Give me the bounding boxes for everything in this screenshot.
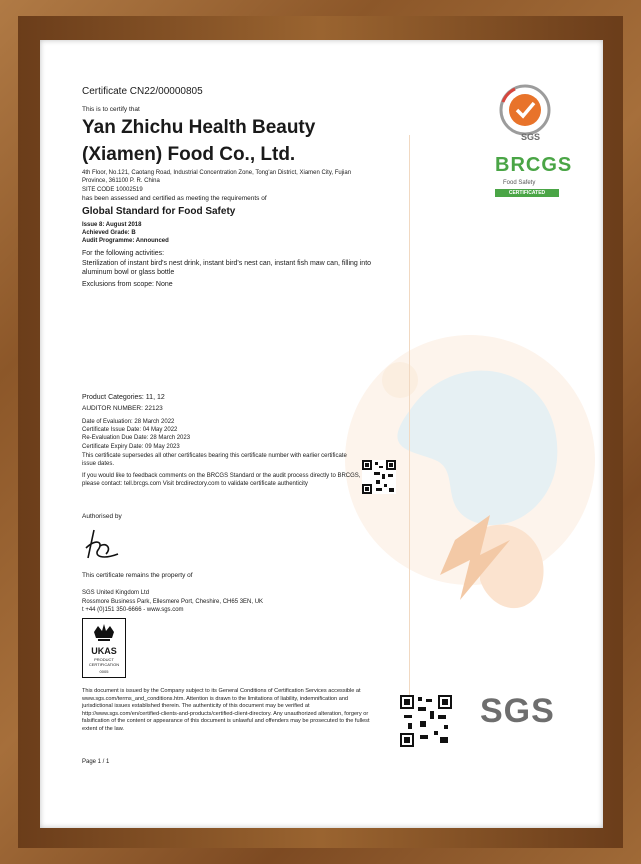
re-evaluation-date: Re-Evaluation Due Date: 28 March 2023 (82, 435, 191, 441)
expiry-date: Certificate Expiry Date: 09 May 2023 (82, 444, 180, 450)
supersedes-note: This certificate supersedes all other certificates bearing this certificate number with earlier certificate issue dates. (82, 453, 347, 467)
sgs-contact: t +44 (0)151 350-6666 - www.sgs.com (82, 607, 184, 613)
issue-line: Issue 8: August 2018 (82, 222, 142, 228)
page-number: Page 1 / 1 (82, 759, 110, 765)
sgs-top-text: SGS (521, 132, 541, 142)
ukas-sub1: PRODUCT (94, 657, 114, 662)
sgs-certification-seal (495, 84, 555, 144)
grade-line: Achieved Grade: B (82, 230, 136, 236)
sgs-address: Rossmore Business Park, Ellesmere Port, Cheshire, CH65 3EN, UK (82, 599, 264, 605)
sgs-company: SGS United Kingdom Ltd (82, 590, 150, 596)
company-name-line1: Yan Zhichu Health Beauty (82, 117, 316, 138)
brcgs-wordmark: BRCGS (495, 154, 573, 176)
sgs-bottom-logo (476, 690, 556, 732)
ukas-label: UKAS (91, 646, 117, 656)
authorised-by: Authorised by (82, 513, 122, 520)
brcgs-badge: CERTIFICATED (495, 189, 559, 197)
feedback-note: If you would like to feedback comments on the BRCGS Standard or the audit process directly to BRCGS, please contact: tell.brcgs.com Visit brcdirectory.com to validate certificate authenticity (82, 473, 361, 487)
product-categories: Product Categories: 11, 12 (82, 394, 165, 401)
ukas-sub2: CERTIFICATION (88, 662, 120, 667)
audit-programme-line: Audit Programme: Announced (82, 238, 169, 244)
exclusions-line: Exclusions from scope: None (82, 281, 173, 288)
address-line1: 4th Floor, No.121, Caotang Road, Industrial Concentration Zone, Tong'an District, Xiamen City, Fujian (82, 170, 352, 176)
brcgs-logo (495, 154, 573, 204)
activities-label: For the following activities: (82, 250, 165, 257)
issue-date: Certificate Issue Date: 04 May 2022 (82, 427, 178, 433)
auditor-number: AUDITOR NUMBER: 22123 (82, 405, 163, 412)
ukas-logo (82, 618, 126, 678)
activities-text: Sterilization of instant bird's nest drink, instant bird's nest can, instant fish maw can, filling into aluminum bowl or glass bottle (82, 260, 372, 276)
standard-name: Global Standard for Food Safety (82, 206, 236, 217)
divider-line (409, 135, 410, 735)
company-name-line2: (Xiamen) Food Co., Ltd. (82, 144, 296, 165)
property-of: This certificate remains the property of (82, 572, 193, 579)
signature-icon (82, 528, 122, 568)
crown-tick-icon (92, 622, 116, 644)
globe-watermark-icon (340, 290, 600, 710)
date-evaluation: Date of Evaluation: 28 March 2022 (82, 419, 175, 425)
address-line2: Province, 361100 P. R. China (82, 178, 160, 184)
qr-code-small-icon (362, 460, 396, 494)
brcgs-subtitle: Food Safety (503, 180, 536, 186)
sgs-bottom-text: SGS (480, 692, 555, 730)
certificate-paper (40, 40, 603, 828)
disclaimer-text: This document is issued by the Company subject to its General Conditions of Certification Services accessible at www.sgs.com/terms_and_conditions.htm. Attention is drawn to the limitations of liability, indemnification and jurisdictional issues established therein. The authenticity of this document may be verified at http://www.sgs.com/en/certified-clients-and-products/certified-client-directory. Any unauthorized alteration, forgery or falsification of the content or appearance of this document is unlawful and offenders may be prosecuted to the fullest extent of the law. (82, 688, 370, 732)
assessed-text: has been assessed and certified as meeting the requirements of (82, 195, 267, 202)
qr-code-large-icon (400, 695, 452, 747)
certificate-number: Certificate CN22/00000805 (82, 86, 203, 97)
ukas-number: 0005 (99, 669, 109, 674)
certify-intro: This is to certify that (82, 106, 140, 113)
site-code: SITE CODE 10002519 (82, 187, 143, 193)
